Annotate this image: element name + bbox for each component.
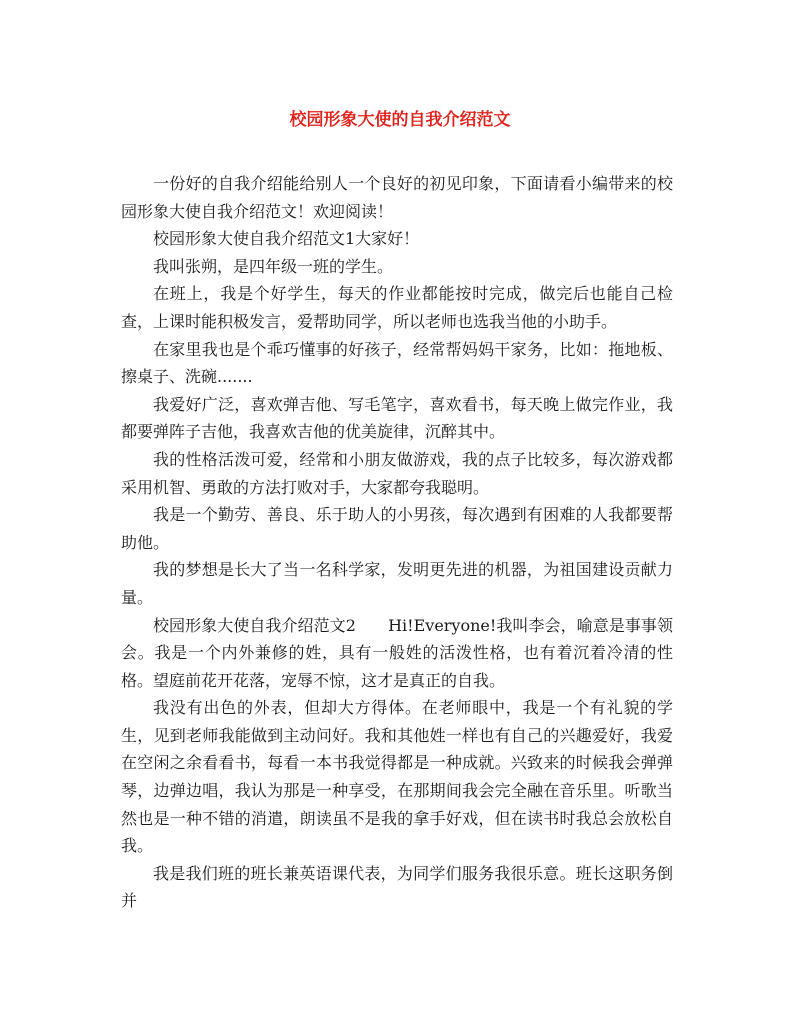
paragraph: 在班上，我是个好学生，每天的作业都能按时完成，做完后也能自己检查，上课时能积极发言，爱帮助同学，所以老师也选我当他的小助手。 <box>121 284 673 331</box>
paragraph: 校园形象大使自我介绍范文2 Hi!Everyone!我叫李会，喻意是事事领会。我是一个内外兼修的姓，具有一般姓的活泼性格，也有着沉着冷清的性格。望庭前花开花落，宠辱不惊，这才是真正的自我。 <box>121 615 673 690</box>
paragraph: 一份好的自我介绍能给别人一个良好的初见印象，下面请看小编带来的校园形象大使自我介绍范文！欢迎阅读！ <box>121 174 673 221</box>
paragraph: 我爱好广泛，喜欢弹吉他、写毛笔字，喜欢看书，每天晚上做完作业，我都要弹阵子吉他，我喜欢吉他的优美旋律，沉醉其中。 <box>121 394 673 442</box>
paragraph: 我是我们班的班长兼英语课代表，为同学们服务我很乐意。班长这职务倒并 <box>121 863 673 911</box>
document-title: 校园形象大使的自我介绍范文 <box>289 110 511 130</box>
paragraph: 在家里我也是个乖巧懂事的好孩子，经常帮妈妈干家务，比如：拖地板、擦桌子、洗碗....... <box>121 339 673 387</box>
paragraph: 我的性格活泼可爱，经常和小朋友做游戏，我的点子比较多，每次游戏都采用机智、勇敢的方法打败对手，大家都夸我聪明。 <box>121 449 673 497</box>
paragraph: 我没有出色的外表，但却大方得体。在老师眼中，我是一个有礼貌的学生，见到老师我能做到主动问好。我和其他姓一样也有自己的兴趣爱好，我爱在空闲之余看看书，每看一本书我觉得都是一种成就。兴致来的时候我会弹弹琴，边弹边唱，我认为那是一种享受，在那期间我会完全融在音乐里。听歌当然也是一种不错的消遣，朗读虽不是我的拿手好戏，但在读书时我总会放松自我。 <box>121 698 673 856</box>
paragraph: 校园形象大使自我介绍范文1大家好！ <box>153 229 420 249</box>
document-body <box>121 170 673 915</box>
paragraph: 我叫张朔，是四年级一班的学生。 <box>153 256 394 276</box>
paragraph: 我的梦想是长大了当一名科学家，发明更先进的机器，为祖国建设贡献力量。 <box>121 560 673 607</box>
paragraph: 我是一个勤劳、善良、乐于助人的小男孩，每次遇到有困难的人我都要帮助他。 <box>121 505 673 552</box>
